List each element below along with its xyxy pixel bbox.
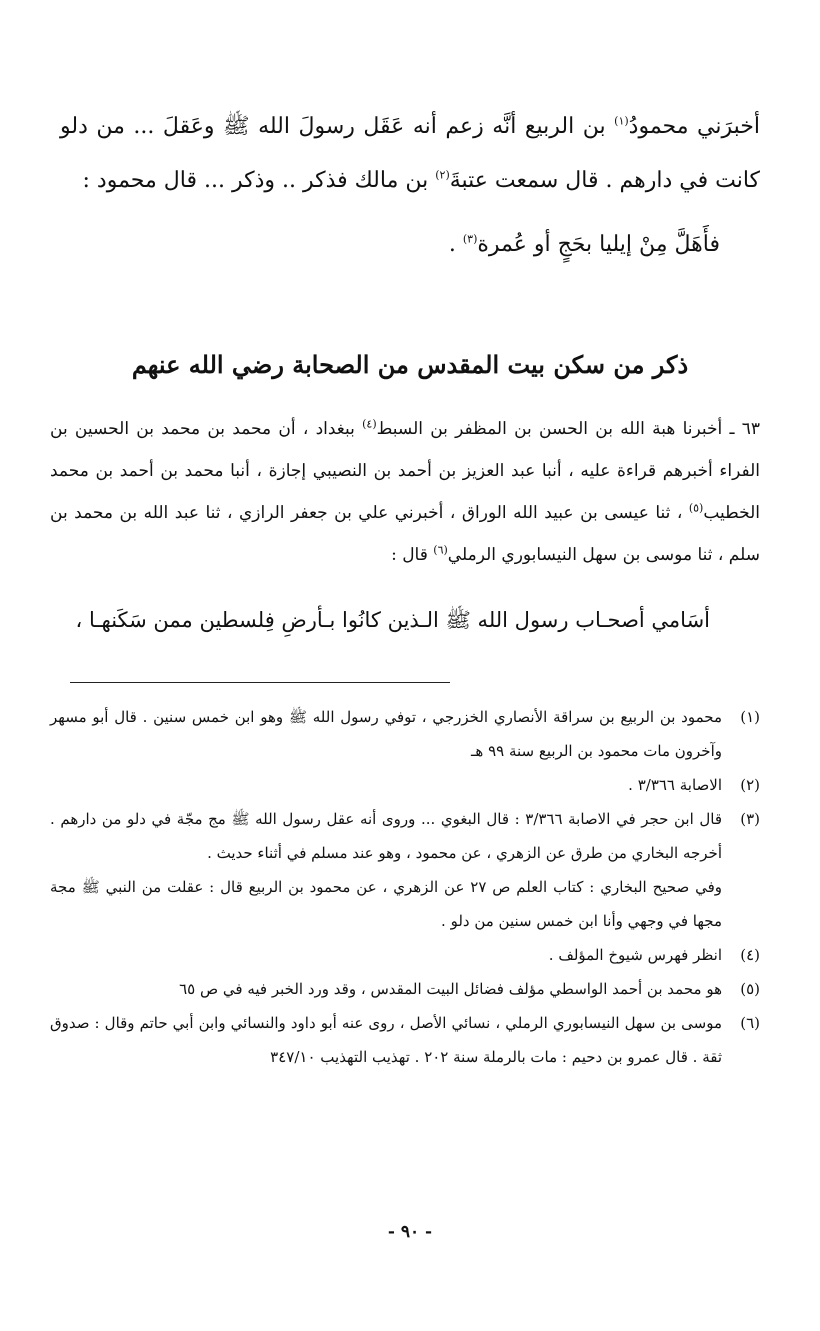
footnote-1 — [50, 700, 760, 768]
footnote-3 — [50, 802, 760, 870]
footnote-ref-3[interactable]: (٣) — [462, 232, 478, 246]
section-heading: ذكر من سكن بيت المقدس من الصحابة رضي الله عنهم — [131, 350, 689, 379]
entry-segment-1: ٦٣ ـ أخبرنا هبة الله بن الحسن بن المظفر بن السبط — [376, 419, 760, 439]
intro-last-end: . — [448, 232, 463, 257]
footnote-text: قال ابن حجر في الاصابة ٣/٣٦٦ : قال البغوي ... وروى أنه عقل رسول الله ﷺ مج مجّة في دلو من دارهم . أخرجه البخاري من طرق عن الزهري ، عن محمود ، وهو عند مسلم في أثناء حديث . — [50, 810, 722, 862]
footnote-text: موسى بن سهل النيسابوري الرملي ، نسائي الأصل ، روى عنه أبو داود والنسائي وابن أبي حاتم وقال : صدوق ثقة . قال عمرو بن دحيم : مات بالرملة سنة ٢٠٢ . تهذيب التهذيب ٣٤٧/١٠ — [50, 1014, 722, 1066]
footnote-number: (٤) — [740, 946, 760, 964]
footnote-6 — [50, 1006, 760, 1074]
footnote-2 — [50, 768, 760, 802]
footnote-ref-1[interactable]: (١) — [614, 114, 629, 128]
entry-segment-2: ببغداد ، أن محمد بن محمد بن الحسين بن الفراء أخبرهم قراءة عليه ، أنبا عبد العزيز بن أحمد بن النصيبي إجازة ، أنبا محمد بن أحمد بن محمد الخطيب — [50, 419, 760, 523]
footnote-ref-6[interactable]: (٦) — [433, 543, 448, 557]
footnote-number: (٦) — [740, 1014, 760, 1032]
intro-part-3: بن مالك فذكر .. وذكر ... قال محمود : — [82, 168, 436, 193]
intro-part-1: أخبرَني محمودُ — [628, 114, 761, 139]
footnote-divider — [70, 682, 450, 683]
footnote-number: (٥) — [740, 980, 760, 998]
footnote-text: انظر فهرس شيوخ المؤلف . — [548, 946, 722, 964]
footnote-number: (١) — [740, 708, 760, 726]
footnote-text: محمود بن الربيع بن سراقة الأنصاري الخزرجي ، توفي رسول الله ﷺ وهو ابن خمس سنين . قال أبو مسهر وآخرون مات محمود بن الربيع سنة ٩٩ هـ — [50, 708, 722, 760]
footnote-text: الاصابة ٣/٣٦٦ . — [628, 776, 722, 794]
footnote-number: (٣) — [740, 810, 760, 828]
entry-paragraph — [50, 408, 760, 576]
footnote-4 — [50, 938, 760, 972]
intro-last-line — [60, 218, 720, 272]
footnote-text: هو محمد بن أحمد الواسطي مؤلف فضائل البيت المقدس ، وقد ورد الخبر فيه في ص ٦٥ — [179, 980, 722, 998]
page-number: - ٩٠ - — [387, 1222, 433, 1242]
footnote-ref-4[interactable]: (٤) — [362, 417, 377, 431]
footnotes — [50, 700, 760, 1074]
entry-segment-3: ، ثنا عيسى بن عبيد الله الوراق ، أخبرني علي بن جعفر الرازي ، ثنا عبد الله بن محمد بن سلم ، ثنا موسى بن سهل النيسابوري الرملي — [50, 503, 760, 565]
entry-last-line: أسَامي أصحـاب رسول الله ﷺ الـذين كانُوا بـأرضِ فِلسطين ممن سَكَنهـا ، — [75, 608, 710, 632]
intro-part-2: بن الربيع أنَّه زعم أنه عَقَل رسولَ الله ﷺ وعَقلَ ... من دلو كانت في دارهم . قال سمعت عتبةَ — [60, 114, 760, 193]
entry-segment-4: قال : — [391, 545, 434, 565]
footnote-number: (٢) — [740, 776, 760, 794]
footnote-ref-2[interactable]: (٢) — [435, 168, 450, 182]
intro-last-text: فأَهَلَّ مِنْ إيليا بحَجٍ أو عُمرة — [477, 232, 720, 257]
footnote-5 — [50, 972, 760, 1006]
footnote-3-continuation: وفي صحيح البخاري : كتاب العلم ص ٢٧ عن الزهري ، عن محمود بن الربيع قال : عقلت من النبي ﷺ مجة مجها في وجهي وأنا ابن خمس سنين من دلو . — [50, 878, 722, 930]
footnote-ref-5[interactable]: (٥) — [688, 501, 704, 515]
intro-paragraph — [60, 100, 760, 208]
